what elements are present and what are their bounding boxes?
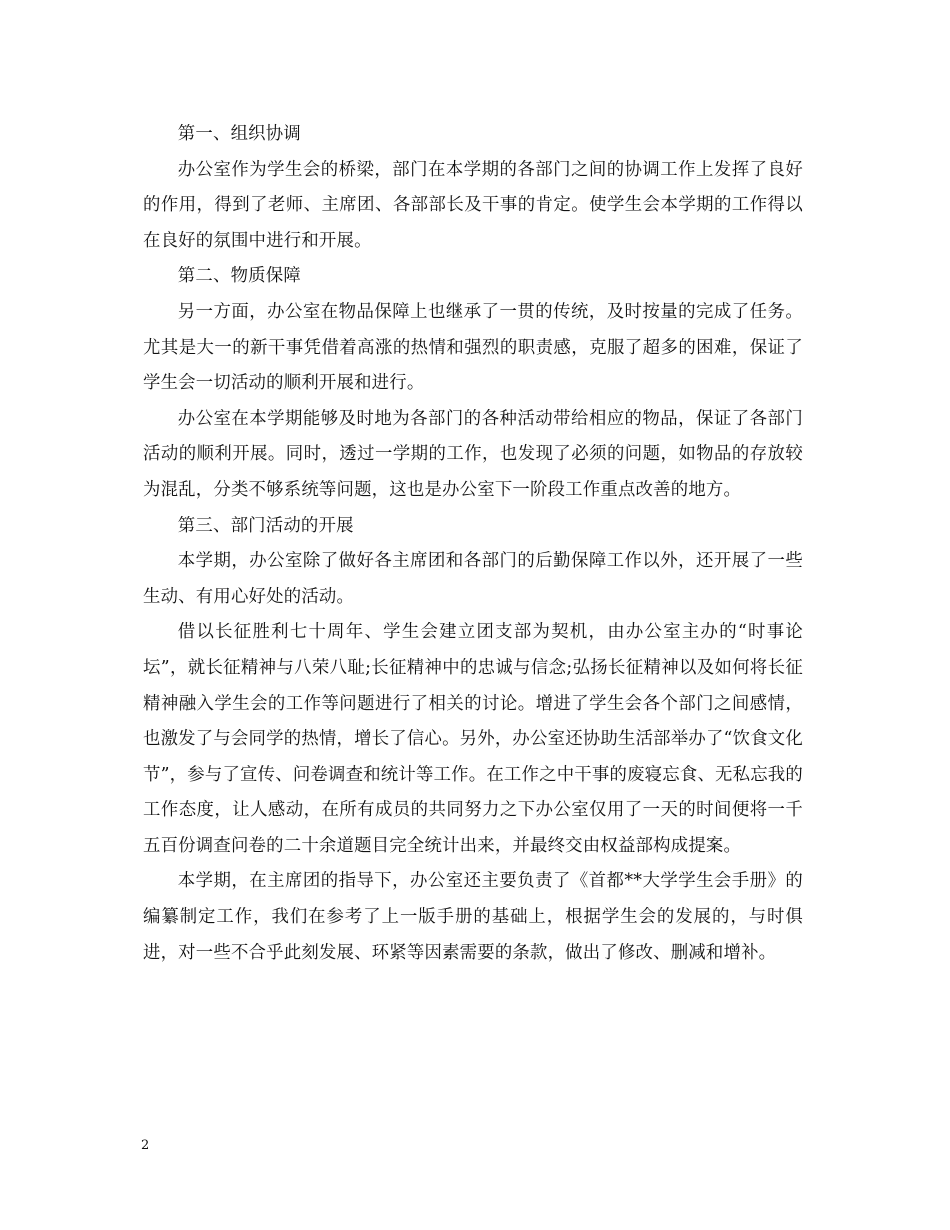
paragraph-forum-and-festival: 借以长征胜利七十周年、学生会建立团支部为契机，由办公室主办的“时事论坛”，就长征精神与八荣八耻;长征精神中的忠诚与信念;弘扬长征精神以及如何将长征精神融入学生会的工作等问题进行了相关的讨论。增进了学生会各个部门之间感情，也激发了与会同学的热情，增长了信心。另外，办公室还协助生活部举办了“饮食文化节”，参与了宣传、问卷调查和统计等工作。在工作之中干事的废寝忘食、无私忘我的工作态度，让人感动，在所有成员的共同努力之下办公室仅用了一天的时间便将一千五百份调查问卷的二十余道题目完全统计出来，并最终交由权益部构成提案。 xyxy=(143,622,803,856)
page-number: 2 xyxy=(141,1138,150,1153)
section-heading-organization: 第一、组织协调 xyxy=(177,124,301,144)
paragraph-supplies-issues: 办公室在本学期能够及时地为各部门的各种活动带给相应的物品，保证了各部门活动的顺利开展。同时，透过一学期的工作，也发现了必须的问题，如物品的存放较为混乱，分类不够系统等问题，这也是办公室下一阶段工作重点改善的地方。 xyxy=(143,408,803,500)
section-heading-material-support: 第二、物质保障 xyxy=(177,266,301,287)
paragraph-supplies: 另一方面，办公室在物品保障上也继承了一贯的传统，及时按量的完成了任务。尤其是大一的新干事凭借着高涨的热情和强烈的职责感，克服了超多的困难，保证了学生会一切活动的顺利开展和进行。 xyxy=(143,301,803,394)
paragraph-activities-intro: 本学期，办公室除了做好各主席团和各部门的后勤保障工作以外，还开展了一些生动、有用心好处的活动。 xyxy=(143,551,803,607)
paragraph-coordination: 办公室作为学生会的桥梁，部门在本学期的各部门之间的协调工作上发挥了良好的作用，得到了老师、主席团、各部部长及干事的肯定。使学生会本学期的工作得以在良好的氛围中进行和开展。 xyxy=(143,159,803,251)
document-body xyxy=(143,117,803,971)
section-heading-activities: 第三、部门活动的开展 xyxy=(177,515,354,536)
paragraph-handbook: 本学期，在主席团的指导下，办公室还主要负责了《首都**大学学生会手册》的编纂制定工作，我们在参考了上一版手册的基础上，根据学生会的发展的，与时俱进，对一些不合乎此刻发展、环紧等因素需要的条款，做出了修改、删减和增补。 xyxy=(143,871,803,963)
